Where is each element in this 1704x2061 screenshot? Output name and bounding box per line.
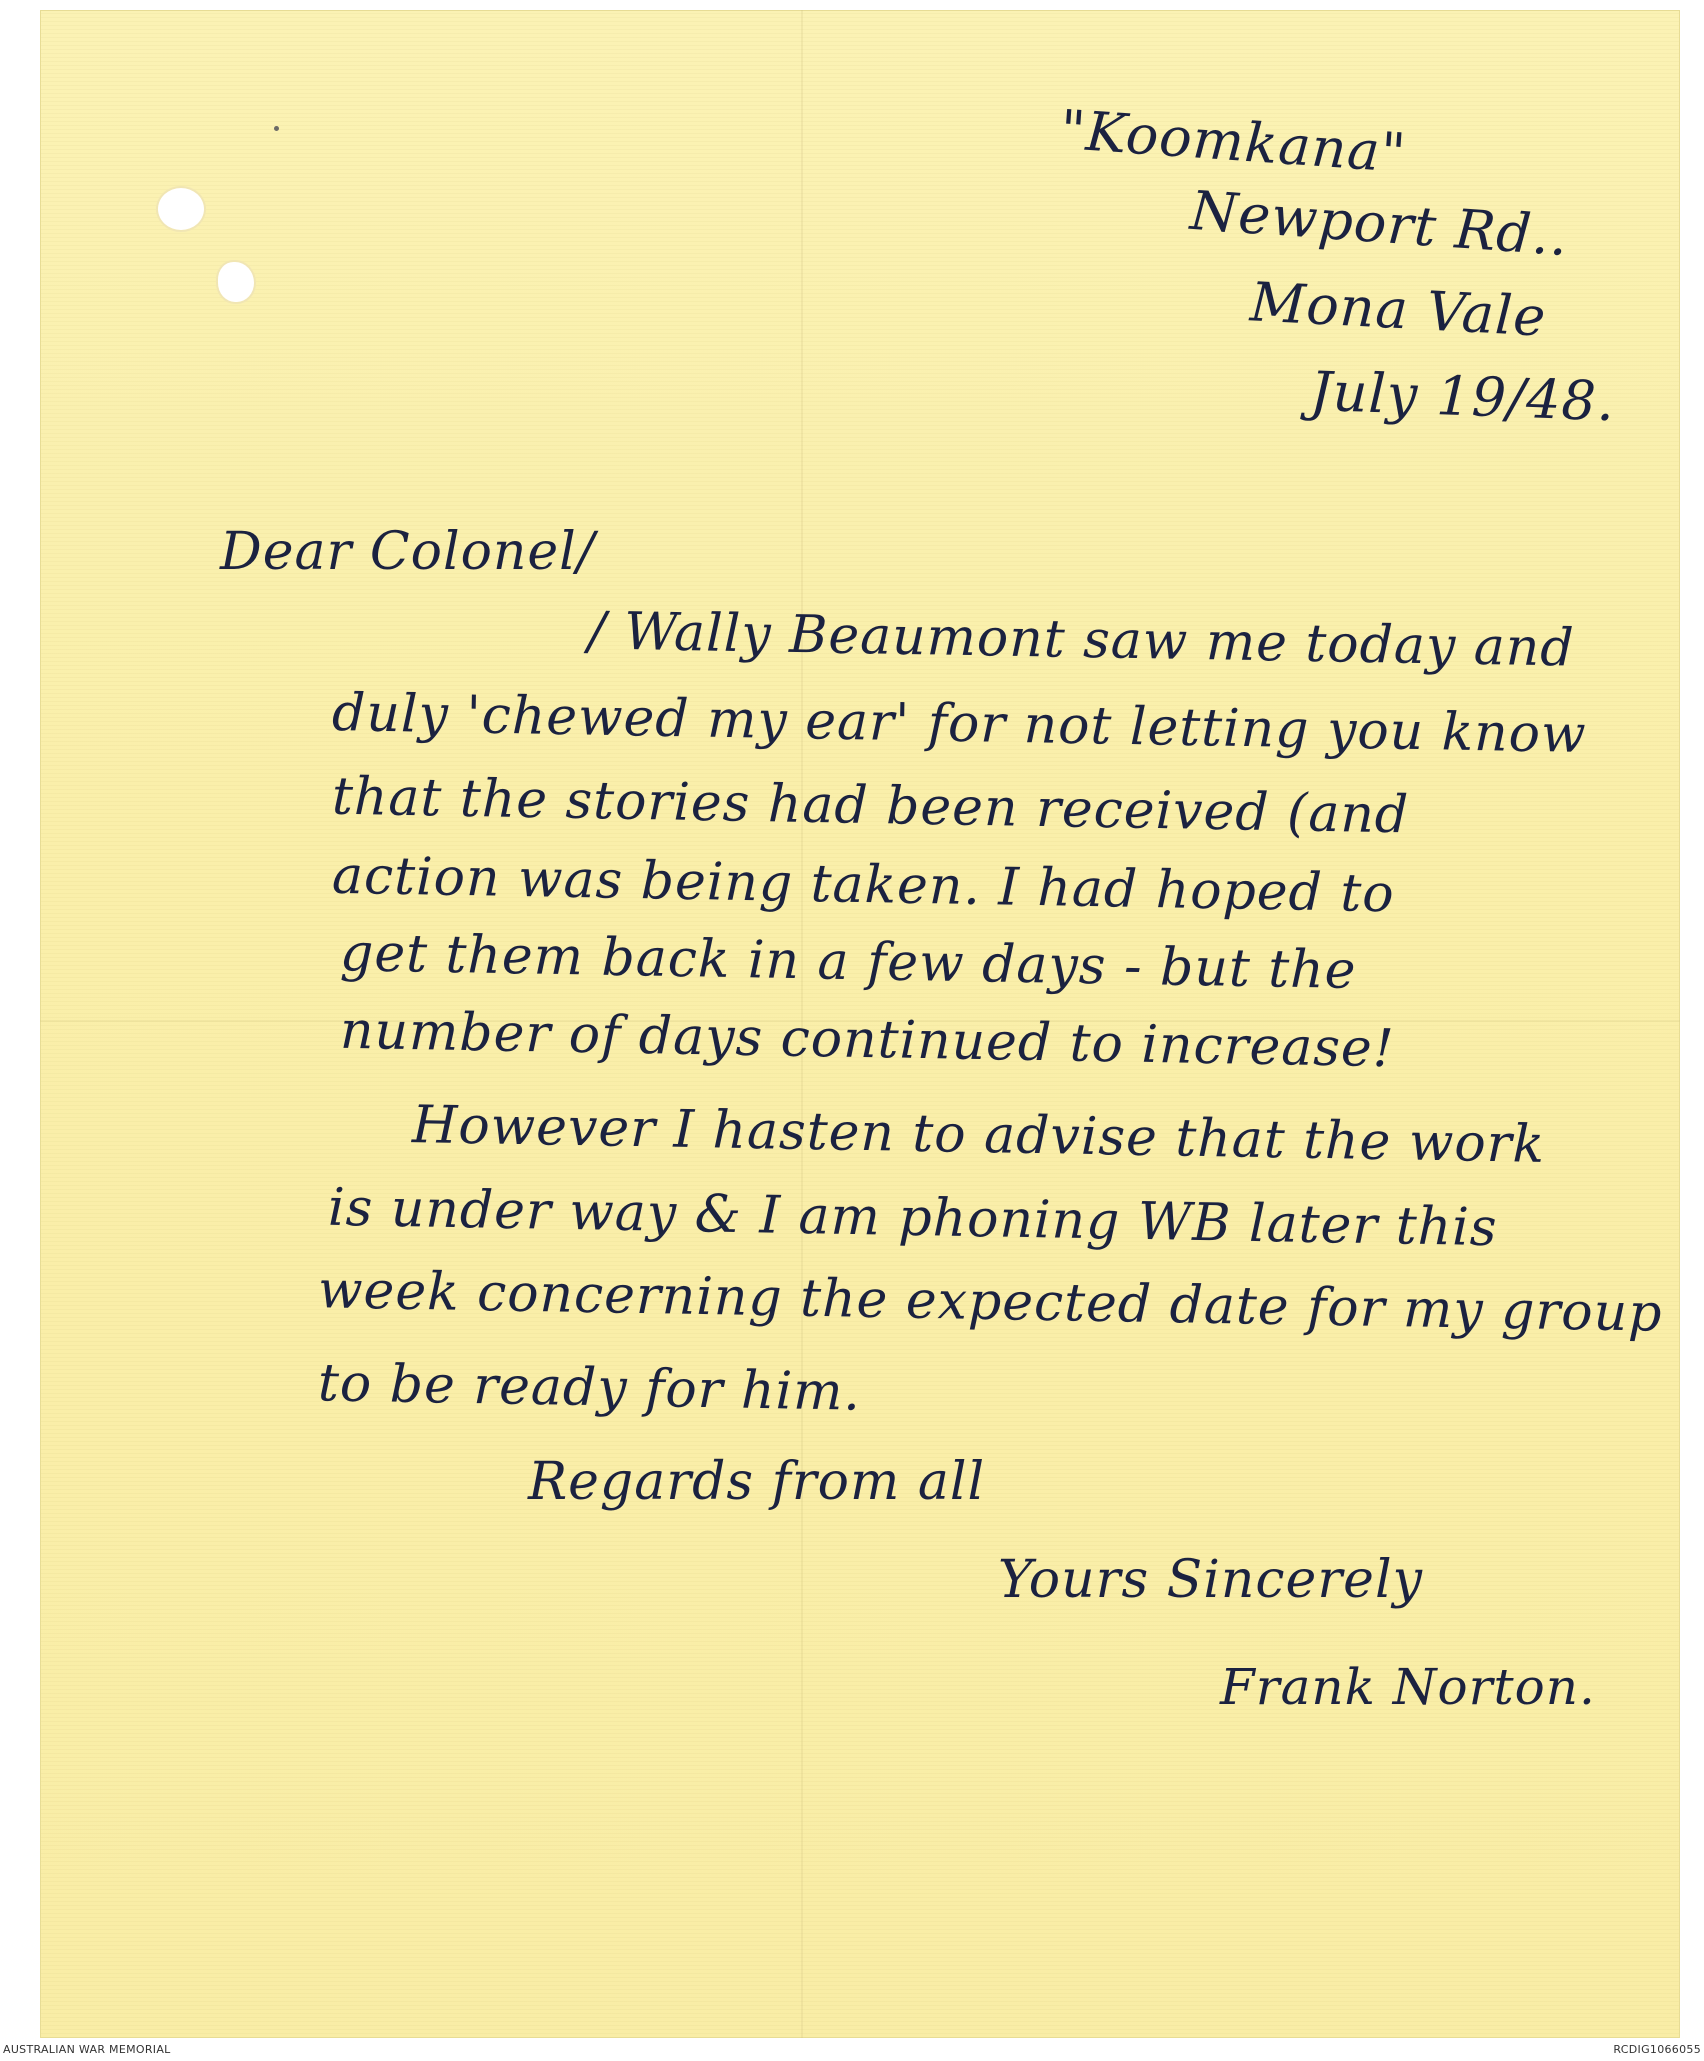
letter-sheet xyxy=(40,10,1680,2038)
body-line: / Wally Beaumont saw me today and xyxy=(587,601,1576,679)
salutation: Dear Colonel/ xyxy=(220,522,596,582)
footer-institution: AUSTRALIAN WAR MEMORIAL xyxy=(3,2043,171,2056)
punch-hole-top xyxy=(158,188,204,230)
punch-hole-bottom xyxy=(218,262,254,302)
closing-line: Yours Sincerely xyxy=(998,1550,1423,1610)
letter-date: July 19/48. xyxy=(1308,359,1617,434)
body-line: get them back in a few days - but the xyxy=(339,923,1357,1001)
body-line: duly 'chewed my ear' for not letting you know xyxy=(331,683,1588,765)
body-line: week concerning the expected date for my group xyxy=(317,1260,1663,1344)
regards-line: Regards from all xyxy=(528,1452,986,1512)
body-line: However I hasten to advise that the work xyxy=(411,1095,1546,1175)
body-line: is under way & I am phoning WB later this xyxy=(327,1177,1498,1259)
body-line: number of days continued to increase! xyxy=(339,1000,1396,1080)
paper-mark xyxy=(274,126,279,131)
body-line: that the stories had been received (and xyxy=(331,766,1410,846)
signature: Frank Norton. xyxy=(1220,1658,1596,1716)
body-line: to be ready for him. xyxy=(317,1353,862,1423)
footer-record-id: RCDIG1066055 xyxy=(1613,2043,1701,2056)
address-house: "Koomkana" xyxy=(1058,97,1409,186)
address-suburb: Mona Vale xyxy=(1248,270,1548,349)
address-street: Newport Rd.. xyxy=(1188,178,1571,269)
body-line: action was being taken. I had hoped to xyxy=(331,845,1396,925)
